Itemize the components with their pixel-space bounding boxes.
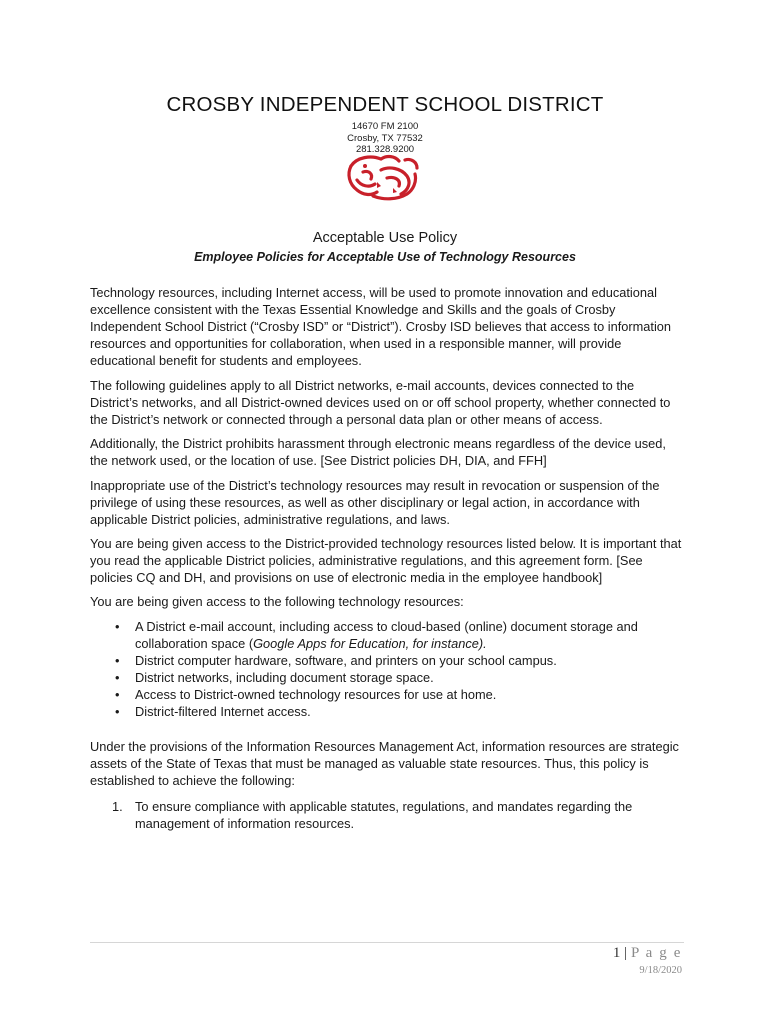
letterhead (0, 93, 770, 156)
list-item-text: District-filtered Internet access. (135, 704, 311, 720)
cougar-mascot-icon (343, 152, 421, 202)
page-number: 1 (612, 945, 621, 961)
list-number: 1. (112, 798, 123, 814)
list-item (90, 652, 684, 669)
bullet-marker: • (115, 670, 120, 685)
access-paragraph: You are being given access to the District-provided technology resources listed below. It is important that you read the applicable District policies, administrative regulations, and this agreement form. [See policies CQ and DH, and provisions on use of electronic media in the employee handbook] (90, 535, 682, 586)
resources-intro-paragraph: You are being given access to the following technology resources: (90, 594, 464, 610)
page-label: P a g e (630, 945, 682, 961)
page-number-footer (613, 945, 682, 962)
school-district-title: CROSBY INDEPENDENT SCHOOL DISTRICT (166, 93, 604, 116)
inappropriate-use-paragraph: Inappropriate use of the District’s technology resources may result in revocation or suspension of the privilege of using these resources, as well as other disciplinary or legal action, in accordance with applicable District policies, administrative regulations, and laws. (90, 477, 660, 527)
bullet-marker: • (115, 618, 120, 634)
bullet-marker: • (115, 687, 120, 703)
list-item-text: A District e-mail account, including access to cloud-based (online) document storage and collaboration space ( (135, 618, 638, 651)
list-item-example: Google Apps for Education, for instance). (253, 635, 487, 651)
policy-title: Acceptable Use Policy (312, 230, 458, 246)
list-item-text: To ensure compliance with applicable statutes, regulations, and mandates regarding the management of information resources. (135, 798, 633, 831)
address-city: Crosby, TX 77532 (347, 132, 423, 144)
harassment-paragraph: Additionally, the District prohibits harassment through electronic means regardless of the device used, the network used, or the location of use. [See District policies DH, DIA, and FFH] (90, 436, 666, 469)
footer-divider (90, 942, 684, 943)
list-item-text: Access to District-owned technology resources for use at home. (135, 687, 497, 703)
list-item (90, 686, 684, 703)
list-item (90, 669, 684, 686)
guidelines-paragraph: The following guidelines apply to all District networks, e-mail accounts, devices connected to the District’s networks, and all District-owned devices used on or off school property, whether connected to the District’s network or connected through a personal data plan or other means of access. (90, 377, 671, 427)
bullet-marker: • (115, 704, 120, 720)
list-item-text: District computer hardware, software, and printers on your school campus. (135, 652, 557, 668)
policy-body (90, 284, 684, 832)
intro-paragraph: Technology resources, including Internet access, will be used to promote innovation and educational excellence consistent with the Texas Essential Knowledge and Skills and the goals of Crosby Independent School District (“Crosby ISD” or “District”). Crosby ISD believes that access to information resources and opportunities for collaboration, when used in a responsible manner, will provide educational benefit for students and employees. (90, 285, 672, 369)
list-item (90, 703, 684, 720)
bullet-marker: • (115, 652, 120, 668)
address-block (0, 121, 770, 156)
phone-number: 281.328.9200 (355, 144, 415, 155)
objectives-list (90, 798, 684, 832)
page-separator: | (624, 945, 628, 961)
policy-subtitle: Employee Policies for Acceptable Use of Technology Resources (194, 250, 576, 264)
list-item (90, 798, 684, 832)
address-street: 14670 FM 2100 (351, 121, 419, 132)
revision-date: 9/18/2020 (639, 965, 682, 976)
technology-resources-list (90, 618, 684, 721)
irma-paragraph: Under the provisions of the Information Resources Management Act, information resources are strategic assets of the State of Texas that must be managed as valuable state resources. Thus, this policy is established to achieve the following: (90, 739, 679, 789)
list-item (90, 618, 684, 652)
list-item-text: District networks, including document storage space. (135, 670, 434, 685)
